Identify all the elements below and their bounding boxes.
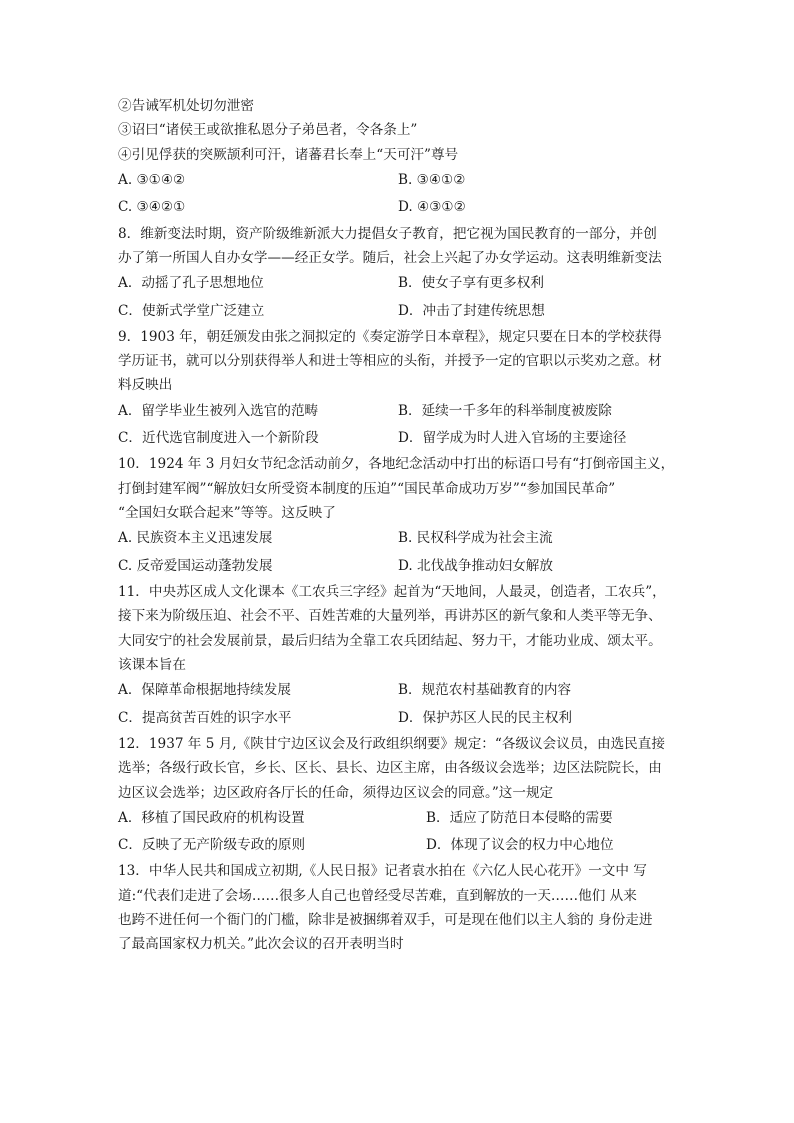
q11-stem-line: 11．中央苏区成人文化课本《工农兵三字经》起首为“天地间，人最灵，创造者，工农兵”， [118,583,666,600]
q10-options-row-1 [118,525,680,552]
q11-option-d: D．保护苏区人民的民主权利 [398,709,573,726]
q10-option-d: D. 北伐战争推动妇女解放 [398,557,553,574]
q9-options-row-2 [118,425,680,452]
q7-options-row-2 [118,194,680,221]
q11-stem-line: 接下来为阶级压迫、社会不平、百姓苦难的大量列举，再讲苏区的新气象和人类平等无争、 [118,608,662,625]
q11-stem-line: 大同安宁的社会发展前景，最后归结为全靠工农兵团结起、努力干，才能功业成、颂太平。 [118,632,662,649]
question-10 [118,452,680,580]
q10-stem-line: 打倒封建军阀”“解放妇女所受资本制度的压迫”“国民革命成功万岁”“参加国民革命” [118,480,616,497]
q13-stem-line: 13．中华人民共和国成立初期,《人民日报》记者袁水拍在《六亿人民心花开》一文中 写 [118,863,647,880]
q8-option-b: B．使女子享有更多权利 [398,275,544,292]
q10-option-b: B. 民权科学成为社会主流 [398,530,553,547]
q8-option-a: A．动摇了孔子思想地位 [118,275,264,292]
q11-stem-line: 该课本旨在 [118,656,186,673]
q9-stem-line: 料反映出 [118,377,173,394]
q12-option-d: D．体现了议会的权力中心地位 [426,837,614,854]
q9-option-c: C．近代选官制度进入一个新阶段 [118,430,319,447]
q10-option-c: C. 反帝爱国运动蓬勃发展 [118,557,273,574]
q10-options-row-2 [118,553,680,580]
q9-stem-line: 9．1903 年，朝廷颁发由张之洞拟定的《奏定游学日本章程》，规定只要在日本的学校获得 [118,328,662,345]
q7-options-row-1 [118,167,680,194]
question-content [118,94,680,957]
q12-option-c: C．反映了无产阶级专政的原则 [118,837,306,854]
q8-stem-line: 办了第一所国人自办女学——经正女学。随后，社会上兴起了办女学运动。这表明维新变法 [118,249,662,266]
q12-stem-line: 边区议会选举；边区政府各厅长的任命，须得边区议会的同意。”这一规定 [118,784,554,801]
question-12 [118,732,680,860]
q11-options-row-2 [118,705,680,732]
q13-stem-line: 也跨不进任何一个衙门的门槛，除非是被捆绑着双手，可是现在他们以主人翁的 身份走进 [118,912,653,929]
q8-option-c: C．使新式学堂广泛建立 [118,302,265,319]
q7-option-d: D. ④③①② [398,199,466,216]
q8-option-d: D．冲击了封建传统思想 [398,302,545,319]
q12-stem-line: 选举；各级行政长官，乡长、区长、县长、边区主席，由各级议会选举；边区法院院长，由 [118,760,662,777]
q7-option-b: B. ③④①② [398,172,466,189]
q7-option-c: C. ③④②① [118,199,186,216]
q9-option-b: B．延续一千多年的科举制度被废除 [398,402,612,419]
q9-options-row-1 [118,398,680,425]
q12-options-row-1 [118,805,680,832]
q11-options-row-1 [118,677,680,704]
question-8 [118,222,680,325]
q9-option-d: D．留学成为时人进入官场的主要途径 [398,430,627,447]
q11-option-c: C．提高贫苦百姓的识字水平 [118,709,292,726]
q8-stem-line: 8．维新变法时期，资产阶级维新派大力提倡女子教育，把它视为国民教育的一部分，并创 [118,225,657,242]
q10-option-a: A. 民族资本主义迅速发展 [118,530,273,547]
q10-stem-line: “全国妇女联合起来”等等。这反映了 [118,505,336,522]
question-13 [118,859,680,957]
q10-stem-line: 10．1924 年 3 月妇女节纪念活动前夕，各地纪念活动中打出的标语口号有“打倒帝国主义， [118,456,675,473]
q11-option-a: A．保障革命根据地持续发展 [118,682,291,699]
q12-option-b: B．适应了防范日本侵略的需要 [426,809,613,826]
q13-stem-line: 道:“代表们走进了会场……很多人自己也曾经受尽苦难，直到解放的一天……他们 从来 [118,887,637,904]
q13-stem-line: 了最高国家权力机关。”此次会议的召开表明当时 [118,936,404,953]
question-11 [118,580,680,732]
q8-options-row-2 [118,298,680,325]
q7-option-a: A. ③①④② [118,172,186,189]
q12-options-row-2 [118,832,680,859]
q12-stem-line: 12．1937 年 5 月,《陕甘宁边区议会及行政组织纲要》规定：“各级议会议员，由选民直接 [118,735,665,752]
q8-options-row-1 [118,270,680,297]
q11-option-b: B．规范农村基础教育的内容 [398,682,572,699]
q9-option-a: A．留学毕业生被列入选官的范畴 [118,402,319,419]
q7-item-4: ④引见俘获的突厥颉利可汗，诸蕃君长奉上“天可汗”尊号 [118,146,459,163]
question-9 [118,325,680,453]
q12-option-a: A．移植了国民政府的机构设置 [118,809,305,826]
q7-item-2: ②告诫军机处切勿泄密 [118,98,254,114]
q7-item-3: ③诏曰“诸侯王或欲推私恩分子弟邑者，令各条上” [118,122,418,139]
q9-stem-line: 学历证书，就可以分别获得举人和进士等相应的头衔，并授予一定的官职以示奖劝之意。材 [118,353,662,370]
